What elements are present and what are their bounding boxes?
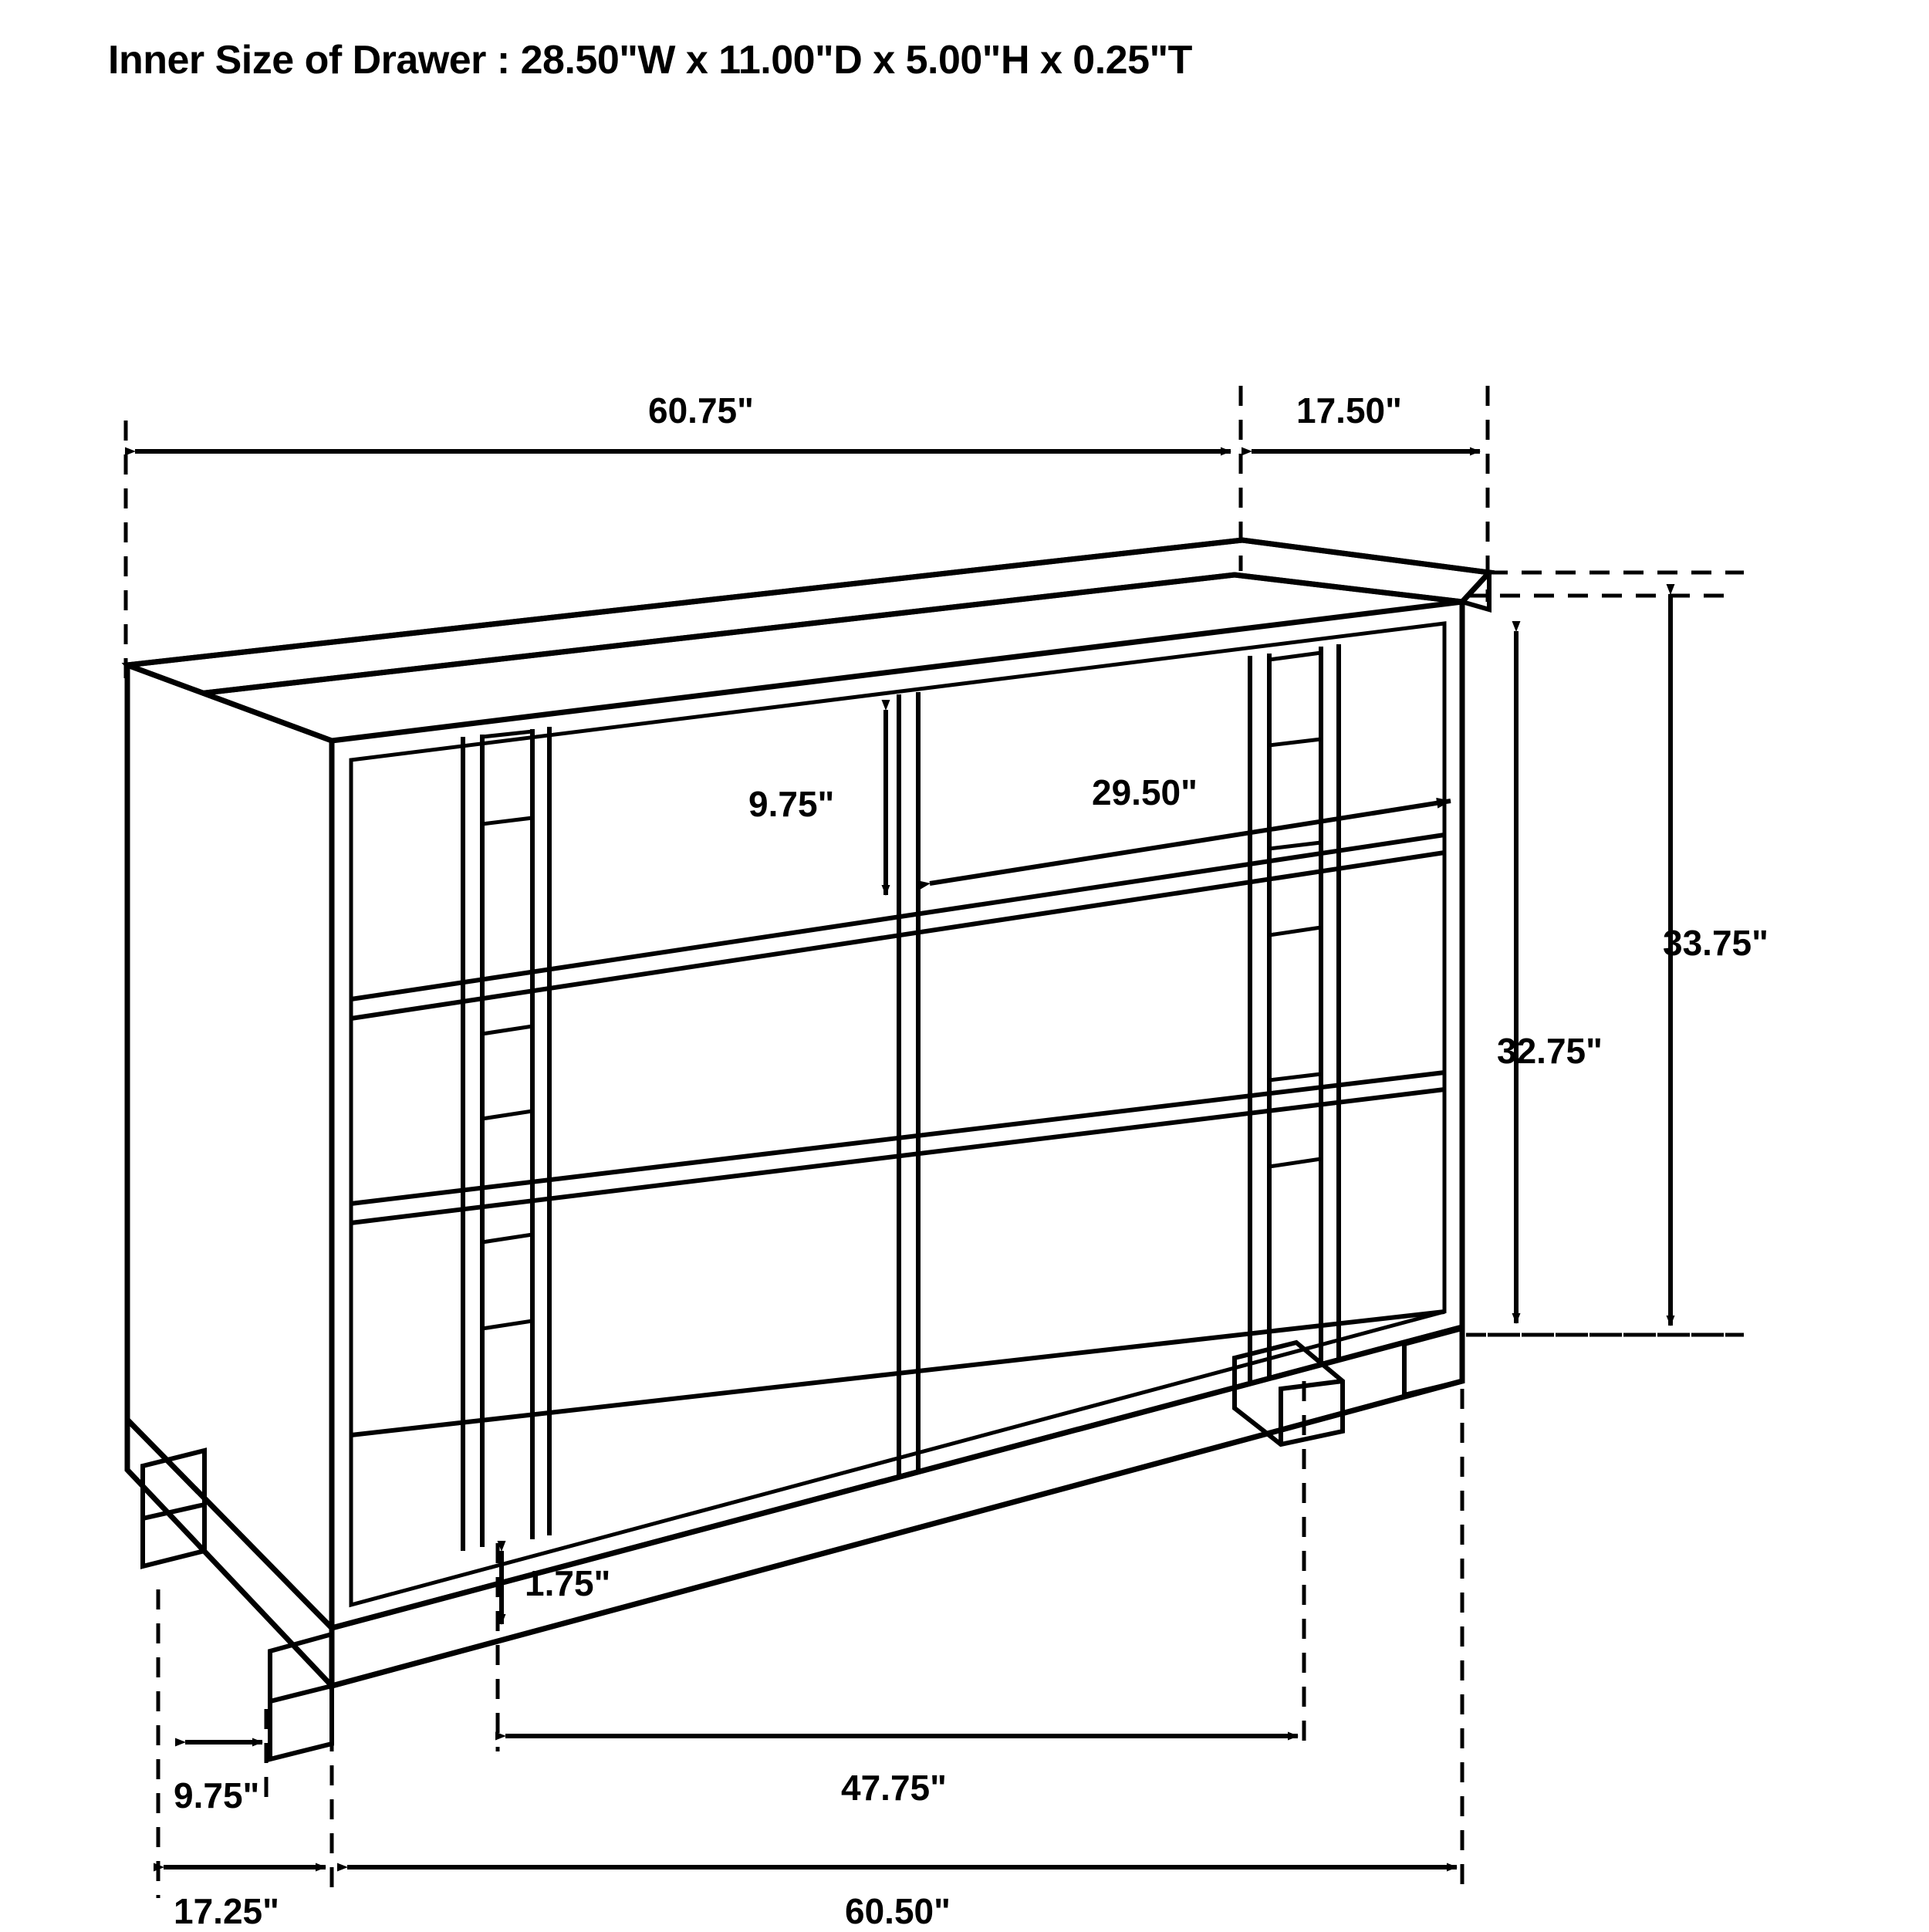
page-title: Inner Size of Drawer : 28.50"W x 11.00"D x 5.00"H x 0.25"T — [108, 38, 1192, 83]
dim-label-base-width: 60.50" — [845, 1891, 951, 1931]
dim-label-drawer-front-width: 29.50" — [1092, 772, 1198, 812]
dim-label-drawer-front-height: 9.75" — [748, 784, 835, 824]
dim-label-cabinet-height: 32.75" — [1497, 1031, 1603, 1071]
dim-label-base-inner-width: 47.75" — [841, 1768, 947, 1808]
dim-label-foot-depth: 9.75" — [174, 1775, 260, 1815]
dim-label-overall-height: 33.75" — [1663, 923, 1769, 963]
cabinet-body — [127, 540, 1489, 1628]
dim-label-base-depth: 17.25" — [174, 1891, 279, 1931]
dim-label-top-depth: 17.50" — [1296, 390, 1402, 431]
dim-label-top-width: 60.75" — [648, 390, 754, 431]
dim-label-plinth-height: 1.75" — [525, 1563, 611, 1603]
